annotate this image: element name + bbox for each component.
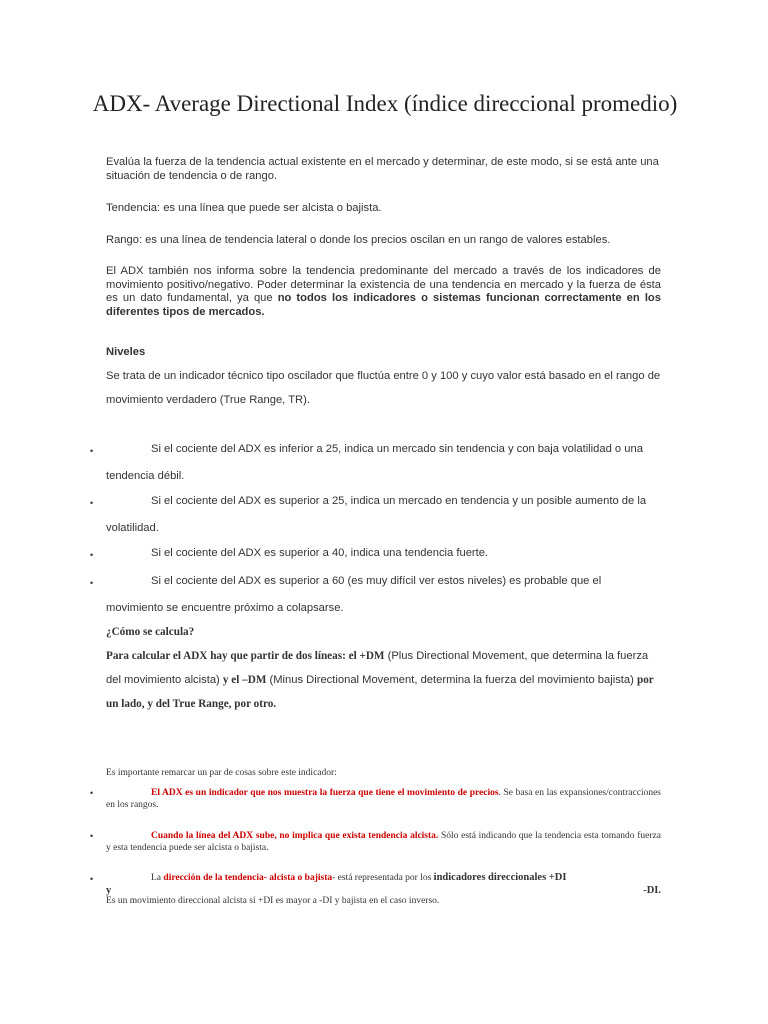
intro-paragraph: Evalúa la fuerza de la tendencia actual existente en el mercado y determinar, de este modo, si se está ante una situación de tendencia o de rango.: [106, 156, 659, 182]
list-item-line1: Si el cociente del ADX es inferior a 25, indica un mercado sin tendencia y con baja volatilidad o una: [151, 443, 643, 455]
note-1-highlight: El ADX es un indicador que nos muestra la fuerza que tiene el movimiento de precios: [151, 788, 499, 798]
bullet-marker: •: [90, 550, 94, 560]
niveles-heading: Niveles: [106, 346, 146, 358]
note-2-text: Sólo está indicando que la tendencia esta tomando fuerza y esta tendencia puede ser alcista o bajista.: [106, 831, 661, 853]
list-item: [106, 436, 661, 490]
niveles-text: Se trata de un indicador técnico tipo oscilador que fluctúa entre 0 y 100 y cuyo valor está basado en el rango de movimiento verdadero (True Range, TR).: [106, 370, 661, 406]
note-1-text: . Se basa en las expansiones/contracciones en los rangos.: [106, 788, 661, 810]
adx-paragraph-text: El ADX también nos informa sobre la tendencia predominante del mercado a través de los indicadores de movimiento positivo/negativo. Poder determinar la existencia de una tendencia en mercado y la fuerza de ésta es un dato fundamental, ya que: [106, 265, 661, 304]
note-3-bold: indicadores direccionales +DI: [433, 872, 567, 883]
list-item-line1: Si el cociente del ADX es superior a 60 (es muy difícil ver estos niveles) es probable que el: [151, 575, 602, 587]
list-item: [106, 568, 661, 622]
bullet-marker: •: [90, 874, 94, 884]
calc-bold-3: por un lado, y del True Range, por otro.: [106, 674, 654, 710]
note-2-highlight: Cuando la línea del ADX sube, no implica que exista tendencia alcista.: [151, 831, 439, 841]
bullet-marker: •: [90, 578, 94, 588]
list-item-line1: Si el cociente del ADX es superior a 40, indica una tendencia fuerte.: [151, 547, 489, 559]
note-item-1: [106, 788, 661, 811]
list-item-line1: Si el cociente del ADX es superior a 25, indica un mercado en tendencia y un posible aumento de la: [151, 495, 647, 507]
note-item-3: [106, 872, 661, 908]
list-item-line2: tendencia débil.: [106, 470, 185, 482]
note-3-line-3: Es un movimiento direccional alcista si +DI es mayor a -DI y bajista en el caso inverso.: [106, 896, 440, 906]
page-title: ADX- Average Directional Index (índice direccional promedio): [92, 91, 678, 116]
adx-paragraph: [106, 265, 661, 319]
note-3-bold-y: y: [106, 884, 112, 896]
calc-heading: ¿Cómo se calcula?: [106, 626, 195, 638]
list-item-line2: movimiento se encuentre próximo a colapsarse.: [106, 602, 344, 614]
note-3-mid: - está representada por los: [332, 873, 434, 883]
calc-text-2: (Minus Directional Movement, determina la fuerza del movimiento bajista): [266, 674, 637, 686]
important-note: Es importante remarcar un par de cosas sobre este indicador:: [106, 767, 337, 778]
bullet-marker: •: [90, 831, 94, 841]
rango-paragraph: Rango: es una línea de tendencia lateral o donde los precios oscilan en un rango de valores estables.: [106, 234, 611, 246]
adx-paragraph-bold: no todos los indicadores o sistemas funcionan correctamente en los diferentes tipos de mercados.: [106, 292, 661, 318]
calc-bold-1: Para calcular el ADX hay que partir de dos líneas: el +DM: [106, 650, 385, 662]
note-3-line-1: [106, 872, 661, 885]
list-item: [106, 540, 661, 567]
calc-text-1: (Plus Directional Movement, que determina la fuerza del movimiento alcista): [106, 650, 649, 686]
tendencia-paragraph: Tendencia: es una línea que puede ser alcista o bajista.: [106, 202, 382, 214]
note-item-2: [106, 831, 661, 854]
bullet-marker: •: [90, 446, 94, 456]
list-item-line2: volatilidad.: [106, 522, 159, 534]
note-3-pre: La: [151, 873, 164, 883]
list-item: [106, 488, 661, 542]
bullet-marker: •: [90, 498, 94, 508]
note-3-bold-di: -DI.: [643, 884, 661, 896]
note-3-line-2: [106, 885, 661, 897]
calc-section: [106, 620, 661, 716]
calc-bold-2: y el –DM: [222, 674, 267, 686]
bullet-marker: •: [90, 788, 94, 798]
note-3-highlight: dirección de la tendencia- alcista o bajista: [163, 873, 333, 883]
